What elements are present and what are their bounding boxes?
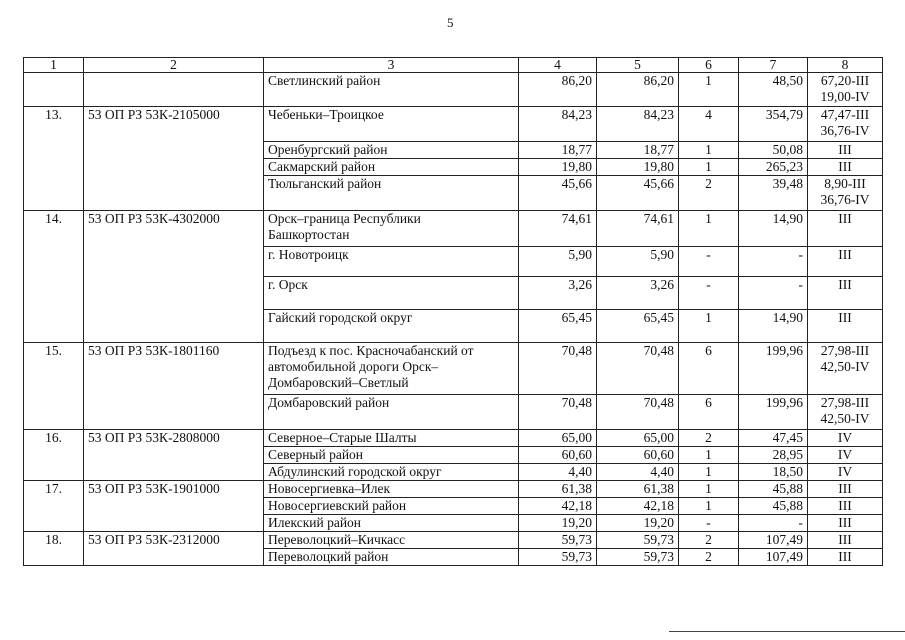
c5-cell: 3,26 bbox=[597, 277, 679, 310]
c4-cell: 74,61 bbox=[519, 211, 597, 247]
road-name-cell: Сакмарский район bbox=[264, 159, 519, 176]
header-row bbox=[24, 58, 883, 73]
c6-cell: 2 bbox=[679, 430, 739, 447]
c8-cell: IV bbox=[808, 464, 883, 481]
c6-cell: 2 bbox=[679, 549, 739, 566]
c6-cell: - bbox=[679, 515, 739, 532]
c5-cell: 84,23 bbox=[597, 107, 679, 142]
c4-cell: 60,60 bbox=[519, 447, 597, 464]
road-name-cell: Оренбургский район bbox=[264, 142, 519, 159]
road-name-cell: Тюльганский район bbox=[264, 176, 519, 211]
c8-cell: 47,47-III 36,76-IV bbox=[808, 107, 883, 142]
c5-cell: 61,38 bbox=[597, 481, 679, 498]
c5-cell: 65,00 bbox=[597, 430, 679, 447]
road-name-cell: Домбаровский район bbox=[264, 395, 519, 430]
c8-cell: III bbox=[808, 549, 883, 566]
road-name-cell: Орск–граница Республики Башкортостан bbox=[264, 211, 519, 247]
c5-cell: 74,61 bbox=[597, 211, 679, 247]
c6-cell: 1 bbox=[679, 310, 739, 343]
c8-cell: III bbox=[808, 498, 883, 515]
road-code-cell: 53 ОП РЗ 53К-2808000 bbox=[84, 430, 264, 481]
c7-cell: 47,45 bbox=[739, 430, 808, 447]
c8-cell: 27,98-III 42,50-IV bbox=[808, 395, 883, 430]
header-cell: 3 bbox=[264, 58, 519, 73]
road-name-cell: Чебеньки–Троицкое bbox=[264, 107, 519, 142]
c5-cell: 4,40 bbox=[597, 464, 679, 481]
road-code-cell: 53 ОП РЗ 53К-2105000 bbox=[84, 107, 264, 211]
c8-cell: III bbox=[808, 481, 883, 498]
road-name-cell: Северный район bbox=[264, 447, 519, 464]
c8-cell: 27,98-III 42,50-IV bbox=[808, 343, 883, 395]
c8-cell: IV bbox=[808, 447, 883, 464]
c6-cell: 1 bbox=[679, 211, 739, 247]
header-cell: 1 bbox=[24, 58, 84, 73]
c4-cell: 84,23 bbox=[519, 107, 597, 142]
row-number-cell: 14. bbox=[24, 211, 84, 343]
c8-cell: III bbox=[808, 211, 883, 247]
road-name-cell: Илекский район bbox=[264, 515, 519, 532]
c8-cell: III bbox=[808, 277, 883, 310]
c8-cell: IV bbox=[808, 430, 883, 447]
c8-cell: III bbox=[808, 515, 883, 532]
road-name-cell: Абдулинский городской округ bbox=[264, 464, 519, 481]
table-row bbox=[24, 107, 883, 142]
header-cell: 5 bbox=[597, 58, 679, 73]
c5-cell: 65,45 bbox=[597, 310, 679, 343]
c6-cell: 4 bbox=[679, 107, 739, 142]
c6-cell: 1 bbox=[679, 464, 739, 481]
c5-cell: 19,20 bbox=[597, 515, 679, 532]
c5-cell: 19,80 bbox=[597, 159, 679, 176]
c7-cell: - bbox=[739, 515, 808, 532]
c7-cell: 45,88 bbox=[739, 498, 808, 515]
c4-cell: 59,73 bbox=[519, 532, 597, 549]
c7-cell: 50,08 bbox=[739, 142, 808, 159]
c8-cell: III bbox=[808, 159, 883, 176]
c6-cell: 1 bbox=[679, 498, 739, 515]
c4-cell: 5,90 bbox=[519, 247, 597, 277]
c5-cell: 42,18 bbox=[597, 498, 679, 515]
c8-cell: 8,90-III 36,76-IV bbox=[808, 176, 883, 211]
c4-cell: 86,20 bbox=[519, 73, 597, 107]
c6-cell: 1 bbox=[679, 447, 739, 464]
c7-cell: 107,49 bbox=[739, 532, 808, 549]
row-number-cell: 15. bbox=[24, 343, 84, 430]
header-cell: 6 bbox=[679, 58, 739, 73]
c5-cell: 60,60 bbox=[597, 447, 679, 464]
road-code-cell: 53 ОП РЗ 53К-1901000 bbox=[84, 481, 264, 532]
c4-cell: 70,48 bbox=[519, 343, 597, 395]
c7-cell: 14,90 bbox=[739, 310, 808, 343]
c4-cell: 65,00 bbox=[519, 430, 597, 447]
c7-cell: 199,96 bbox=[739, 395, 808, 430]
table-row bbox=[24, 481, 883, 498]
row-number-cell bbox=[24, 73, 84, 107]
table-row bbox=[24, 430, 883, 447]
row-number-cell: 17. bbox=[24, 481, 84, 532]
c4-cell: 19,80 bbox=[519, 159, 597, 176]
roads-table bbox=[23, 57, 883, 566]
c4-cell: 19,20 bbox=[519, 515, 597, 532]
c8-cell: III bbox=[808, 247, 883, 277]
header-cell: 2 bbox=[84, 58, 264, 73]
c8-cell: III bbox=[808, 310, 883, 343]
road-name-cell: Новосергиевка–Илек bbox=[264, 481, 519, 498]
road-name-cell: Северное–Старые Шалты bbox=[264, 430, 519, 447]
c6-cell: 6 bbox=[679, 395, 739, 430]
row-number-cell: 13. bbox=[24, 107, 84, 211]
c5-cell: 59,73 bbox=[597, 532, 679, 549]
c6-cell: 1 bbox=[679, 159, 739, 176]
c4-cell: 59,73 bbox=[519, 549, 597, 566]
c5-cell: 86,20 bbox=[597, 73, 679, 107]
c7-cell: - bbox=[739, 247, 808, 277]
c4-cell: 3,26 bbox=[519, 277, 597, 310]
c7-cell: 354,79 bbox=[739, 107, 808, 142]
road-name-cell: г. Новотроицк bbox=[264, 247, 519, 277]
c6-cell: 2 bbox=[679, 176, 739, 211]
c6-cell: - bbox=[679, 277, 739, 310]
road-name-cell: Подъезд к пос. Красночабанский от автомобильной дороги Орск– Домбаровский–Светлый bbox=[264, 343, 519, 395]
header-cell: 4 bbox=[519, 58, 597, 73]
c7-cell: 107,49 bbox=[739, 549, 808, 566]
c8-cell: III bbox=[808, 142, 883, 159]
header-cell: 8 bbox=[808, 58, 883, 73]
header-cell: 7 bbox=[739, 58, 808, 73]
c7-cell: - bbox=[739, 277, 808, 310]
c4-cell: 61,38 bbox=[519, 481, 597, 498]
c8-cell: 67,20-III 19,00-IV bbox=[808, 73, 883, 107]
c7-cell: 39,48 bbox=[739, 176, 808, 211]
road-name-cell: Переволоцкий–Кичкасс bbox=[264, 532, 519, 549]
table-row bbox=[24, 343, 883, 395]
c5-cell: 70,48 bbox=[597, 343, 679, 395]
c6-cell: 1 bbox=[679, 142, 739, 159]
c4-cell: 65,45 bbox=[519, 310, 597, 343]
c6-cell: 2 bbox=[679, 532, 739, 549]
c4-cell: 4,40 bbox=[519, 464, 597, 481]
c6-cell: 1 bbox=[679, 73, 739, 107]
c8-cell: III bbox=[808, 532, 883, 549]
road-name-cell: Переволоцкий район bbox=[264, 549, 519, 566]
table-row bbox=[24, 532, 883, 549]
c7-cell: 18,50 bbox=[739, 464, 808, 481]
road-name-cell: Гайский городской округ bbox=[264, 310, 519, 343]
road-name-cell: Новосергиевский район bbox=[264, 498, 519, 515]
c6-cell: 1 bbox=[679, 481, 739, 498]
c7-cell: 45,88 bbox=[739, 481, 808, 498]
c4-cell: 42,18 bbox=[519, 498, 597, 515]
table-row bbox=[24, 73, 883, 107]
c5-cell: 5,90 bbox=[597, 247, 679, 277]
row-number-cell: 16. bbox=[24, 430, 84, 481]
page-number: 5 bbox=[447, 15, 454, 30]
row-number-cell: 18. bbox=[24, 532, 84, 566]
c5-cell: 18,77 bbox=[597, 142, 679, 159]
road-code-cell: 53 ОП РЗ 53К-4302000 bbox=[84, 211, 264, 343]
footer-divider bbox=[669, 631, 905, 632]
c7-cell: 28,95 bbox=[739, 447, 808, 464]
c6-cell: - bbox=[679, 247, 739, 277]
c5-cell: 70,48 bbox=[597, 395, 679, 430]
road-name-cell: Светлинский район bbox=[264, 73, 519, 107]
c7-cell: 14,90 bbox=[739, 211, 808, 247]
c7-cell: 48,50 bbox=[739, 73, 808, 107]
c7-cell: 265,23 bbox=[739, 159, 808, 176]
road-code-cell: 53 ОП РЗ 53К-1801160 bbox=[84, 343, 264, 430]
road-name-cell: г. Орск bbox=[264, 277, 519, 310]
road-code-cell bbox=[84, 73, 264, 107]
c7-cell: 199,96 bbox=[739, 343, 808, 395]
c4-cell: 18,77 bbox=[519, 142, 597, 159]
road-code-cell: 53 ОП РЗ 53К-2312000 bbox=[84, 532, 264, 566]
c4-cell: 45,66 bbox=[519, 176, 597, 211]
c6-cell: 6 bbox=[679, 343, 739, 395]
c4-cell: 70,48 bbox=[519, 395, 597, 430]
c5-cell: 45,66 bbox=[597, 176, 679, 211]
table-row bbox=[24, 211, 883, 247]
c5-cell: 59,73 bbox=[597, 549, 679, 566]
